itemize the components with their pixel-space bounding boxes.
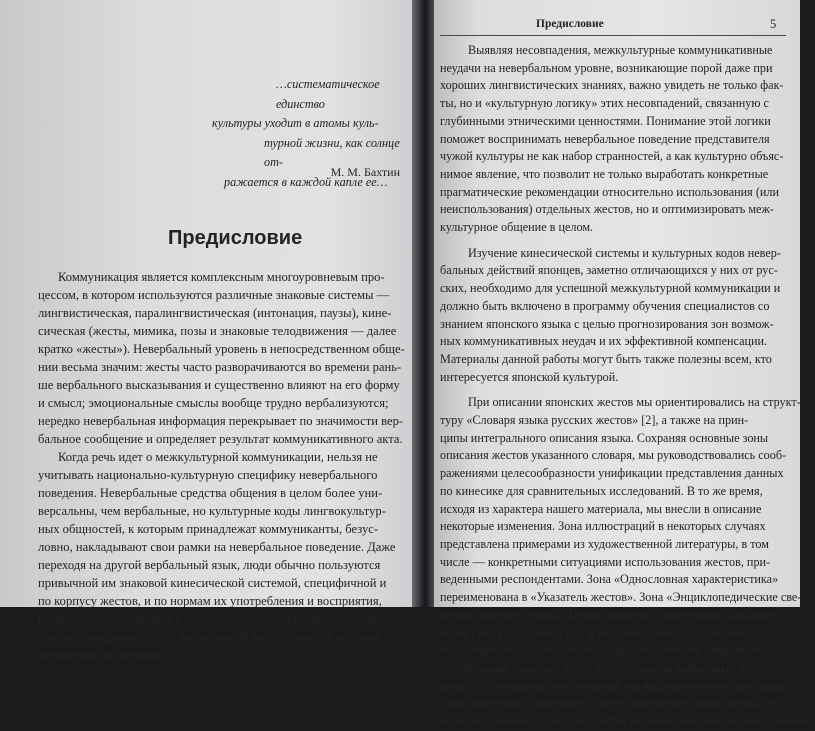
- text-line: исходя из характера нашего материала, мы внесли в описание: [440, 501, 762, 516]
- text-line: нередко невербальная информация перекрывает по значимости вер-: [38, 414, 404, 428]
- text-line: описания жестов указанного словаря, мы руководствовались сооб-: [440, 448, 787, 463]
- header-rule: [440, 35, 786, 36]
- text-line: Когда речь идет о межкультурной коммуникации, нельзя не: [58, 450, 378, 464]
- text-line: поможет воспринимать невербальное поведение представителя: [440, 131, 770, 146]
- book-gutter: [412, 0, 434, 607]
- text-line: поведения. Невербальные средства общения в целом более уни-: [38, 486, 383, 500]
- text-line: ше вербального высказывания и существенно влияют на его форму: [38, 378, 400, 392]
- text-line: интересуется японской культурой.: [440, 369, 619, 384]
- text-line: хороших лингвистических знаниях, важно увидеть не только фак-: [440, 78, 784, 93]
- epigraph-line: ражается в каждой капле ее…: [224, 174, 388, 189]
- text-line: сическая (жесты, мимика, позы и знаковые телодвижения — далее: [38, 324, 397, 338]
- text-line: типами поведения, общей когнитивной базой этноса, в котором: [38, 630, 380, 644]
- text-line: знанием японского языка с целью прогнозирования зон возмож-: [440, 316, 774, 331]
- text-line: ми-японцами знаковых форм по ими самими выбранным крите-: [440, 660, 774, 675]
- text-line: учитывать национально-культурную специфику невербального: [38, 468, 378, 482]
- text-line: цессом, в котором используются различные знаковые системы —: [38, 288, 390, 302]
- text-line: веденными респондентами. Зона «Однословная характеристика»: [440, 572, 779, 587]
- text-line: неудачи на невербальном уровне, возникающие порой даже при: [440, 60, 773, 75]
- text-line: ных коммуникативных неудач и их эффективной компенсации.: [440, 334, 768, 349]
- text-line: переходя на другой вербальный язык, люди обычно пользуются: [38, 558, 381, 572]
- epigraph-line: культуры уходит в атомы куль-: [212, 116, 379, 130]
- text-line: прагматические рекомендации относительно использования (или: [440, 184, 780, 199]
- text-line: При описании японских жестов мы ориентировались на структ-: [468, 395, 801, 410]
- text-line: лингвистическая, паралингвистическая (интонация, паузы), кине-: [38, 306, 392, 320]
- right-body-text: [440, 42, 815, 731]
- text-line: ных общностей, к которым принадлежат коммуниканты, безус-: [38, 522, 379, 536]
- text-line: кратко «жесты»). Невербальный уровень в непосредственном обще-: [38, 342, 405, 356]
- text-line: некоторые изменения. Зона иллюстраций в некоторых случаях: [440, 519, 766, 534]
- text-line: риям. На основании этих сведений мы выделяем употребительные: [440, 678, 788, 693]
- text-line: которые глубоко связаны с культурными архетипами, табу, стерео-: [38, 612, 395, 626]
- text-line: новая графа «Узуальность», в которой приводятся сведения: [440, 625, 750, 640]
- left-body-text: [38, 268, 408, 664]
- text-line: чужой культуры не как набор странностей, а как культурно объяс-: [440, 149, 784, 164]
- text-line: ты, но и «культурную логику» этих несовпадений, связанную с: [440, 96, 769, 111]
- text-line: Материалы данной работы могут быть также полезны всем, кто: [440, 351, 772, 366]
- page-number: 5: [770, 17, 777, 31]
- right-page: [434, 0, 815, 729]
- text-line: позволило выявить центр и периферию кинесической системы японцев.: [440, 714, 815, 729]
- epigraph-author: М. М. Бахтин: [330, 165, 400, 179]
- text-line: нии весьма значим: жесты часто разворачиваются во времени рань-: [38, 360, 402, 374]
- text-line: Выявляя несовпадения, межкультурные коммуникативные: [468, 43, 773, 57]
- text-line: ских, необходимо для успешной межкультурной коммуникации и: [440, 281, 781, 296]
- text-line: по кинесике для сравнительных исследований. В то же время,: [440, 483, 763, 498]
- text-line: ловно, накладывают свои рамки на невербальное поведение. Даже: [38, 540, 396, 554]
- paragraph-gap: [440, 237, 796, 245]
- text-line: должно быть включено в программу обучения специалистов со: [440, 298, 770, 313]
- text-line: ражениями целесообразности унификации представления данных: [440, 466, 784, 481]
- text-line: бальное сообщение и определяет результат коммуникативного акта.: [38, 432, 403, 446]
- text-line: Коммуникация является комплексным многоуровневым про-: [58, 270, 385, 284]
- epigraph-line: …систематическое единство: [276, 77, 380, 111]
- running-head: Предисловие: [536, 18, 604, 30]
- left-page: [0, 0, 412, 662]
- text-line: бальных действий японцев, заметно отличающихся у них от рус-: [440, 263, 778, 278]
- section-title: Предисловие: [168, 227, 303, 249]
- text-line: дения» заменена зоной «Происхождение / пояснения». Добавлена: [440, 607, 783, 622]
- page-header: [434, 16, 800, 38]
- text-line: неиспользования) отдельных жестов, но и оптимизировать меж-: [440, 202, 774, 217]
- text-line: представлена примерами из художественной литературы, в том: [440, 536, 770, 551]
- text-line: привычной им знаковой кинесической системой, специфичной и: [38, 576, 387, 590]
- epigraph-line: турной жизни, как солнце от-: [264, 135, 400, 169]
- text-line: Изучение кинесической системы и культурных кодов невер-: [468, 245, 781, 260]
- text-line: туру «Словаря языка русских жестов» [2], а также на прин-: [440, 413, 749, 428]
- text-line: версальны, чем вербальные, но культурные коды лингвокультур-: [38, 504, 386, 518]
- text-line: (прагматически освоенные) и менее употребительные жесты, что: [440, 696, 781, 711]
- text-line: об употребительности жестов с характеристиками информанта-: [440, 643, 773, 658]
- text-line: ципы интегрального описания языка. Сохраняя основные зоны: [440, 430, 769, 445]
- text-line: нимое явление, что позволит не только выработать конкретные: [440, 166, 769, 181]
- text-line: и смысл; эмоциональные смыслы вообще трудно вербализуются;: [38, 396, 389, 410]
- text-line: культурное общение в целом.: [440, 220, 594, 235]
- text-line: переименована в «Указатель жестов». Зона «Энциклопедические све-: [440, 590, 802, 605]
- text-line: по корпусу жестов, и по нормам их употребления и восприятия,: [38, 594, 382, 608]
- text-line: глубинными этническими ценностями. Понимание этой логики: [440, 113, 771, 128]
- paragraph-gap: [440, 386, 796, 394]
- text-line: числе — конкретными ситуациями использования жестов, при-: [440, 554, 771, 569]
- text-line: формировался человек.: [38, 648, 164, 662]
